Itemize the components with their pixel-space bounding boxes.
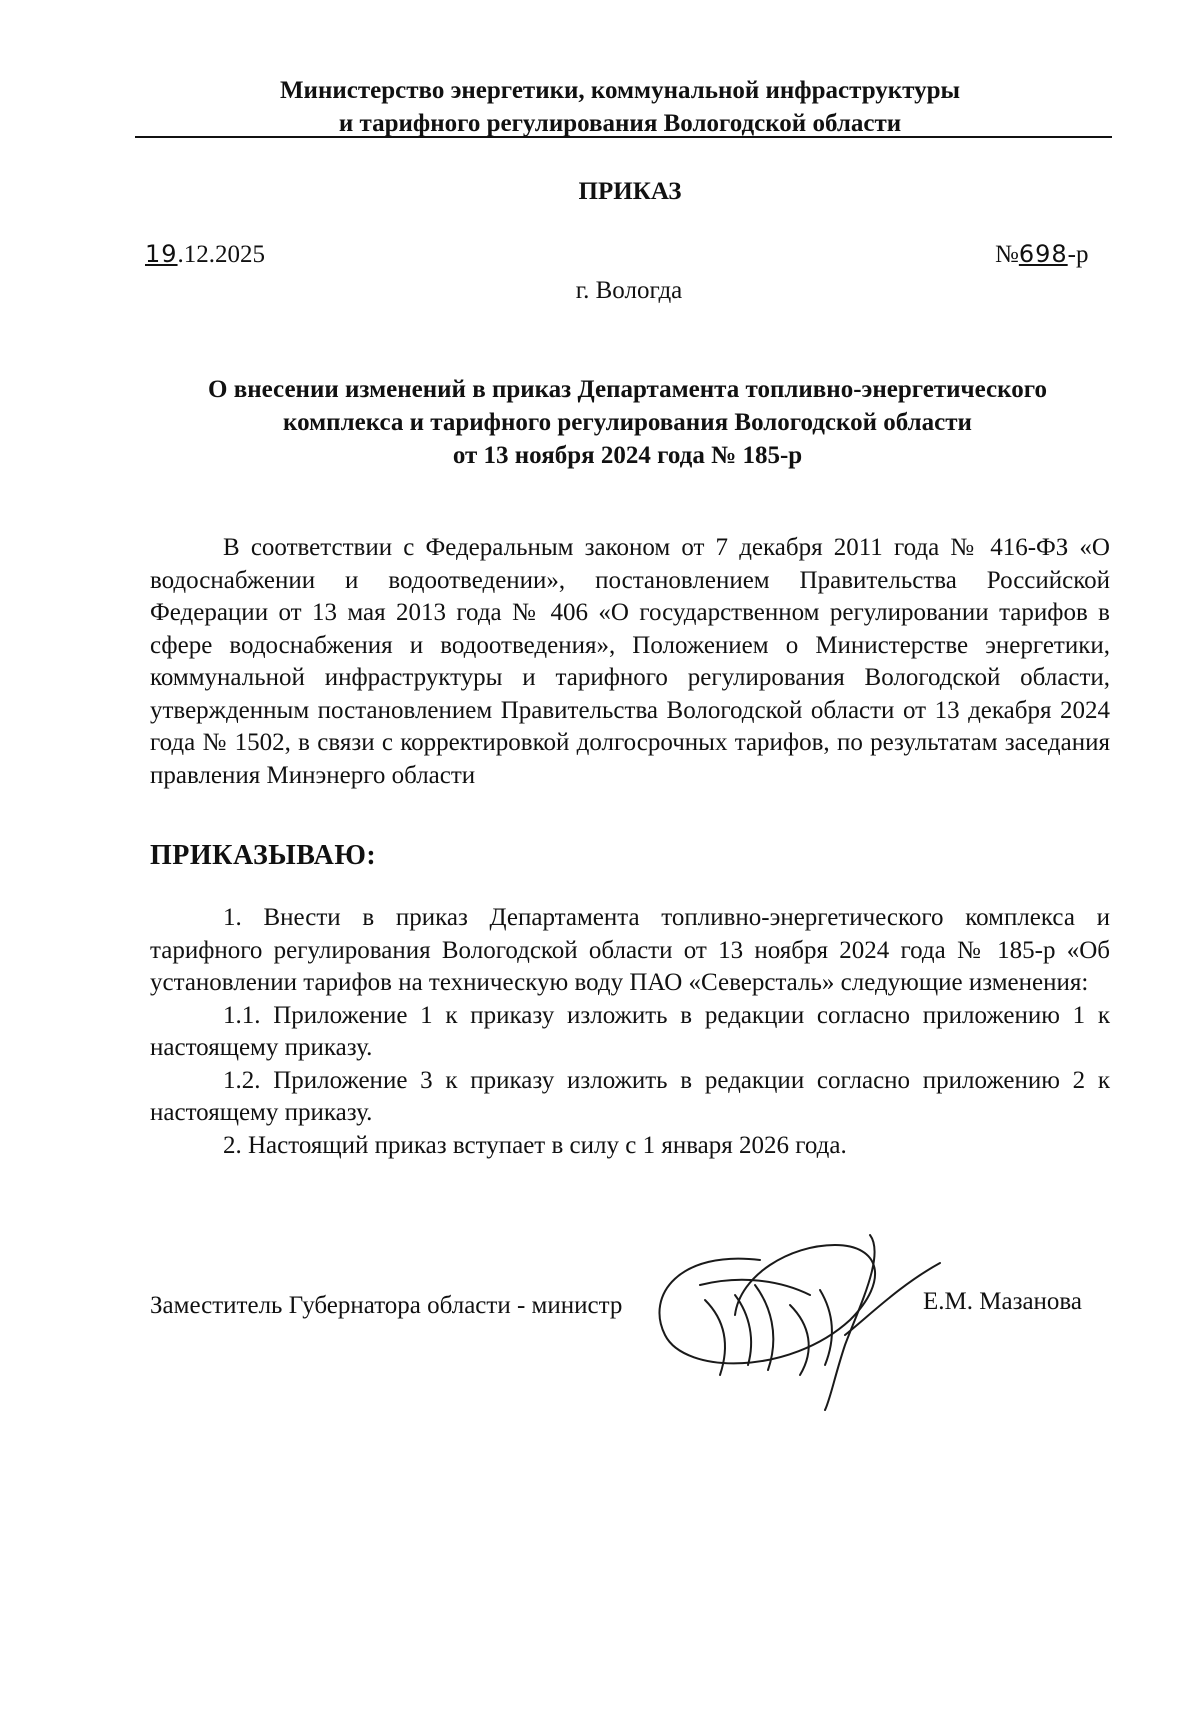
- document-type: ПРИКАЗ: [578, 178, 682, 205]
- ministry-header: [140, 74, 1100, 140]
- title-line1: О внесении изменений в приказ Департамента топливно-энергетического: [208, 376, 1047, 403]
- document-title: [140, 373, 1115, 472]
- handwritten-signature: [640, 1225, 970, 1415]
- date-handwritten: 19: [145, 240, 178, 268]
- document-date: [145, 240, 265, 269]
- order-word: ПРИКАЗЫВАЮ:: [150, 840, 377, 871]
- number-handwritten: 698: [1018, 240, 1068, 268]
- document-number: [995, 240, 1089, 269]
- preamble-paragraph: В соответствии с Федеральным законом от 7 декабря 2011 года № 416-ФЗ «О водоснабжении и водоотведении», постановлением Правительства Российской Федерации от 13 мая 2013 года № 406 «О государственном регулировании тарифов в сфере водоснабжения и водоотведения», Положением о Министерстве энергетики, коммунальной инфраструктуры и тарифного регулирования Вологодской области, утвержденным постановлением Правительства Вологодской области от 13 декабря 2024 года № 1502, в связи с корректировкой долгосрочных тарифов, по результатам заседания правления Минэнерго области: [150, 534, 1110, 789]
- document-city: г. Вологда: [575, 277, 683, 304]
- signer-name: Е.М. Мазанова: [923, 1288, 1082, 1315]
- header-divider: [135, 136, 1112, 138]
- title-line2: комплекса и тарифного регулирования Вологодской области: [283, 409, 972, 436]
- title-line3: от 13 ноября 2024 года № 185-р: [452, 442, 803, 469]
- order-item-1-2: 1.2. Приложение 3 к приказу изложить в редакции согласно приложению 2 к настоящему приказу.: [150, 1066, 1110, 1126]
- order-item-2: 2. Настоящий приказ вступает в силу с 1 января 2026 года.: [223, 1131, 847, 1159]
- ministry-name-line2: и тарифного регулирования Вологодской области: [338, 110, 902, 137]
- number-prefix: №: [995, 241, 1019, 268]
- order-item-1-1: 1.1. Приложение 1 к приказу изложить в редакции согласно приложению 1 к настоящему приказу.: [150, 1001, 1110, 1061]
- number-suffix: -р: [1067, 241, 1089, 268]
- order-items: [150, 902, 1110, 1162]
- date-rest: .12.2025: [177, 241, 266, 268]
- ministry-name-line1: Министерство энергетики, коммунальной инфраструктуры: [279, 77, 961, 104]
- signer-position: Заместитель Губернатора области - министр: [150, 1292, 623, 1319]
- order-item-1: 1. Внести в приказ Департамента топливно-энергетического комплекса и тарифного регулирования Вологодской области от 13 ноября 2024 года № 185-р «Об установлении тарифов на техническую воду ПАО «Северсталь» следующие изменения:: [150, 904, 1110, 996]
